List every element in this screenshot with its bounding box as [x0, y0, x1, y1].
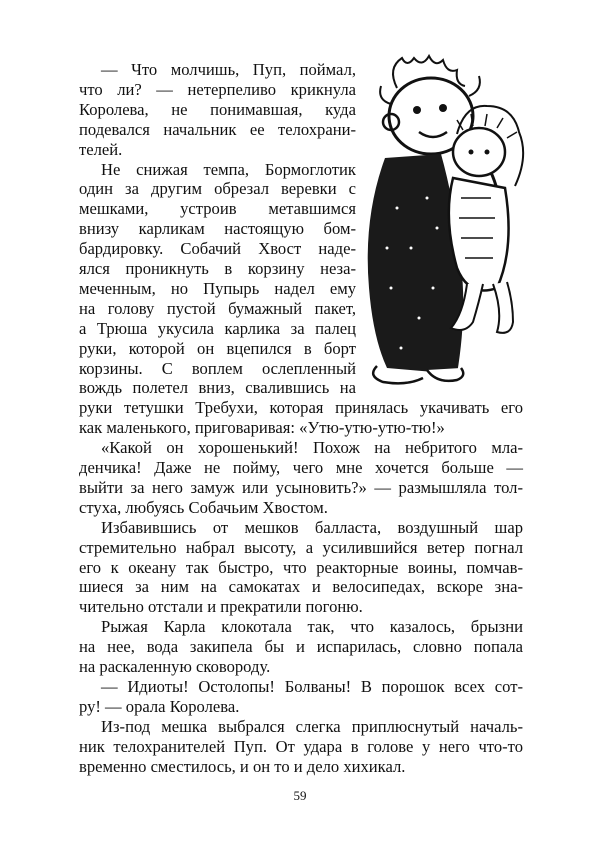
text-line: руки, которой он вцепился в борт	[79, 338, 356, 358]
text-line: на раскаленную сковороду.	[79, 657, 271, 676]
text-line: выйти за него замуж или усыновить?» — размышляла тол-	[79, 477, 523, 497]
troll-body	[368, 154, 464, 374]
page-number: 59	[293, 788, 307, 804]
text-line: как маленького, приговаривая: «Утю-утю-утю-тю!»	[79, 418, 445, 438]
text-line: мешками, устроив метавшимся	[79, 199, 356, 219]
text-line: чительно отстали и прекратили погоню.	[79, 597, 363, 617]
text-line: один за другим обрезал веревки с	[79, 179, 356, 199]
text-line: что ли? — нетерпеливо крикнула	[79, 79, 356, 99]
text-line: стуха, любуясь Собачьим Хвостом.	[79, 497, 328, 517]
text-line: а Трюша укусила карлика за палец	[79, 318, 356, 338]
text-line: корзины. С воплем ослепленный	[79, 358, 356, 378]
text-line: Рыжая Карла клокотала так, что казалось, брызни	[101, 617, 523, 637]
text-line: на голову пустой бумажный пакет,	[79, 298, 356, 318]
text-line: меченным, но Пупырь надел ему	[79, 278, 356, 298]
text-line: «Какой он хорошенький! Похож на небритого мла-	[101, 438, 523, 458]
text-line: руки тетушки Требухи, которая принялась укачивать его	[79, 398, 523, 418]
text-line: бардировку. Собачий Хвост наде-	[79, 239, 356, 259]
text-line: временно сместилось, и он то и дело хихикал.	[79, 756, 406, 776]
text-line: Королева, не понимавшая, куда	[79, 99, 356, 119]
text-line: на нее, вода закипела бы и испарилась, словно попала	[79, 637, 523, 657]
text-line: телей.	[79, 139, 123, 159]
text-line: вождь полетел вниз, свалившись на	[79, 378, 356, 398]
text-line: — Идиоты! Остолопы! Болваны! В порошок всех сот-	[101, 676, 523, 696]
text-line: подевался начальник ее телохрани-	[79, 119, 356, 139]
text-line: внизу карликам настоящую бом-	[79, 219, 356, 239]
text-line: ник телохранителей Пуп. От удара в голове у него что-то	[79, 736, 523, 756]
text-line: ру! — орала Королева.	[79, 696, 240, 716]
text-line: Из-под мешка выбрался слегка приплюснутый началь-	[101, 716, 523, 736]
troll-holding-dwarf-illustration	[357, 48, 537, 388]
text-line: стремительно набрал высоту, а усилившийся ветер погнал	[79, 537, 523, 557]
text-line: его к океану так быстро, что реакторные воины, помчав-	[79, 557, 523, 577]
text-line: ялся проникнуть в корзину неза-	[79, 259, 356, 278]
text-line: Не снижая темпа, Бормоглотик	[101, 159, 356, 179]
text-line: — Что молчишь, Пуп, поймал,	[101, 60, 356, 79]
text-line: денчика! Даже не пойму, чего мне хочется больше —	[79, 458, 523, 477]
text-line: Избавившись от мешков балласта, воздушный шар	[101, 517, 523, 537]
text-line: шиеся за ним на самокатах и велосипедах, вскоре зна-	[79, 577, 523, 597]
